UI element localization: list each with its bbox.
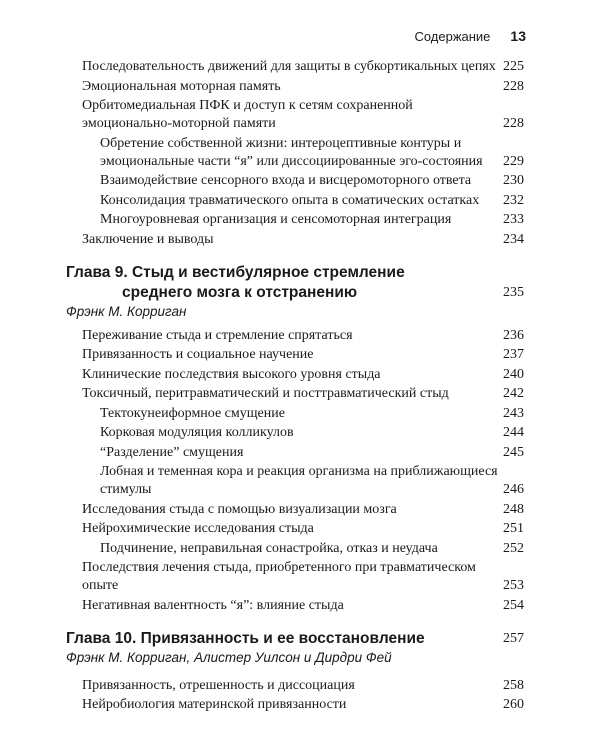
toc-entry-title: Консолидация травматического опыта в соматических остатках (100, 192, 480, 208)
toc-entry-title: Корковая модуляция колликулов (100, 425, 294, 440)
toc-entry-page: 251 (503, 521, 524, 536)
toc-entry-title: Нейробиология материнской привязанности (82, 697, 347, 712)
toc-entry-page: 240 (503, 366, 524, 382)
toc-entry-title: Исследования стыда с помощью визуализации мозга (82, 501, 397, 517)
toc-subentry (0, 211, 600, 229)
toc-subentry (0, 424, 600, 442)
toc-subentry (0, 172, 600, 190)
toc-entry-title: Подчинение, неправильная сонастройка, отказ и неудача (100, 540, 438, 556)
toc-entry-page: 244 (503, 425, 524, 440)
page-number: 13 (510, 28, 526, 44)
toc-entry-title: “Разделение” смущения (100, 444, 244, 460)
toc-entry-page: 245 (503, 444, 524, 460)
chapter-page: 257 (503, 630, 524, 646)
toc-entry-page: 242 (503, 386, 524, 401)
table-of-contents (0, 58, 600, 716)
toc-entry-title: Многоуровневая организация и сенсомоторная интеграция (100, 212, 452, 227)
toc-entry (0, 346, 600, 364)
toc-entry-title: Обретение собственной жизни: интероцептивные контуры и эмоциональные части “я” или диссоциированные эго-состояния (100, 135, 483, 169)
toc-entry-title: Взаимодействие сенсорного входа и висцеромоторного ответа (100, 173, 472, 188)
chapter-title: Глава 10. Привязанность и ее восстановление (66, 629, 425, 647)
toc-entry (0, 501, 600, 519)
toc-subentry (0, 444, 600, 462)
toc-entry-page: 233 (503, 212, 524, 227)
toc-entry-page: 225 (503, 59, 524, 74)
toc-entry-page: 243 (503, 405, 524, 421)
chapter-title-line1: Глава 9. Стыд и вестибулярное стремление (66, 263, 405, 281)
toc-entry (0, 597, 600, 615)
toc-entry-title: Последствия лечения стыда, приобретенного при травматическом опыте (82, 560, 476, 593)
toc-subentry (0, 192, 600, 210)
toc-entry-title: Лобная и теменная кора и реакция организма на приближающиеся стимулы (100, 464, 498, 497)
toc-entry-title: Клинические последствия высокого уровня стыда (82, 366, 381, 382)
toc-entry-page: 229 (503, 153, 524, 169)
chapter-heading (0, 629, 600, 649)
toc-entry-page: 237 (503, 347, 524, 362)
chapter-title-line2: среднего мозга к отстранению (122, 283, 358, 301)
toc-entry (0, 385, 600, 403)
toc-entry-title: Орбитомедиальная ПФК и доступ к сетям сохраненной эмоционально-моторной памяти (82, 98, 413, 131)
toc-entry-title: Привязанность, отрешенность и диссоциация (82, 677, 355, 693)
toc-entry-page: 258 (503, 677, 524, 693)
toc-entry-title: Негативная валентность “я”: влияние стыда (82, 597, 344, 613)
toc-entry-page: 252 (503, 540, 524, 556)
chapter-authors: Фрэнк М. Корриган, Алистер Уилсон и Дирдри Фей (66, 649, 392, 665)
toc-entry-page: 228 (503, 78, 524, 94)
toc-entry-title: Эмоциональная моторная память (82, 78, 281, 94)
toc-subentry (0, 540, 600, 558)
toc-entry (0, 559, 600, 595)
toc-entry-page: 246 (503, 482, 524, 497)
toc-subentry (0, 405, 600, 423)
toc-entry (0, 231, 600, 249)
running-header-section: Содержание (414, 29, 491, 44)
toc-entry (0, 97, 600, 133)
toc-entry-title: Переживание стыда и стремление спрятаться (82, 327, 353, 343)
toc-subentry (0, 135, 600, 171)
toc-entry-page: 248 (503, 501, 524, 517)
toc-entry-page: 236 (503, 327, 524, 343)
running-header (414, 28, 526, 44)
toc-entry-title: Тектокунеиформное смущение (100, 405, 285, 421)
toc-entry (0, 78, 600, 96)
chapter-authors: Фрэнк М. Корриган (66, 303, 187, 319)
toc-entry-title: Последовательность движений для защиты в субкортикальных цепях (82, 59, 496, 74)
toc-entry-page: 230 (503, 173, 524, 188)
toc-entry-title: Нейрохимические исследования стыда (82, 521, 314, 536)
toc-entry (0, 58, 600, 76)
toc-entry-page: 234 (503, 231, 524, 247)
toc-entry (0, 366, 600, 384)
toc-subentry (0, 463, 600, 499)
toc-entry (0, 677, 600, 695)
toc-entry-page: 232 (503, 192, 524, 208)
toc-entry-title: Токсичный, перитравматический и посттравматический стыд (82, 386, 449, 401)
toc-entry-page: 254 (503, 597, 524, 613)
toc-entry-title: Привязанность и социальное научение (82, 347, 314, 362)
toc-entry (0, 696, 600, 714)
toc-entry (0, 327, 600, 345)
chapter-page: 235 (503, 284, 524, 300)
toc-entry-page: 253 (503, 578, 524, 593)
toc-entry (0, 520, 600, 538)
chapter-heading (0, 263, 600, 303)
toc-entry-page: 260 (503, 697, 524, 712)
toc-entry-page: 228 (503, 116, 524, 131)
toc-entry-title: Заключение и выводы (82, 231, 214, 247)
